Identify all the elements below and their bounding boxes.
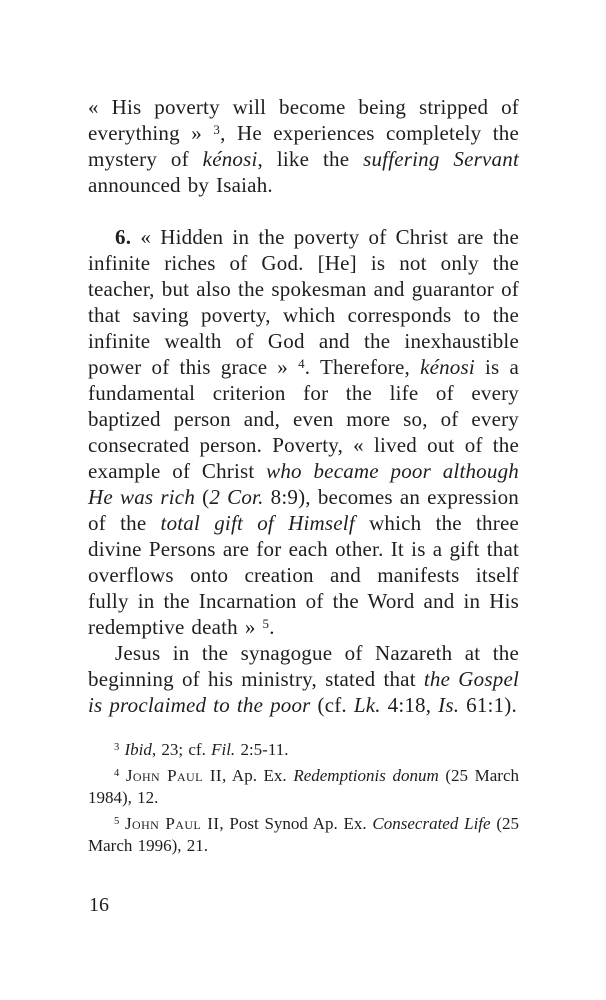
text-run: John Paul II: [125, 814, 220, 833]
text-run: is a fundamental criterion for the life of every baptized person and, even more so, of every consecrated person. Poverty, « lived out of the example of Christ: [88, 355, 520, 483]
text-run: Jesus in the synagogue of Nazareth at the beginning of his ministry, stated that: [88, 641, 519, 691]
text-run: Redemptionis donum: [293, 766, 439, 785]
text-run: « His poverty will become being stripped of everything »: [88, 95, 519, 145]
text-run: , like the: [257, 147, 364, 171]
footnote-reference: 3: [213, 122, 221, 138]
text-run: 2 Cor.: [209, 485, 264, 509]
text-run: (: [195, 485, 210, 509]
text-run: suffering Servant: [363, 147, 519, 171]
text-run: the Gospel is proclaimed to the poor: [88, 667, 519, 717]
text-run: .: [269, 615, 275, 639]
text-run: Consecrated Life: [372, 814, 491, 833]
footnote-reference: 3: [114, 742, 120, 754]
footnote-4: [88, 765, 519, 809]
text-run: [119, 766, 126, 785]
text-run: , Ap. Ex.: [221, 766, 294, 785]
text-run: who became poor although He was rich: [88, 459, 519, 509]
text-run: 8:9), becomes an expression of the: [88, 485, 519, 535]
text-run: (cf.: [310, 693, 354, 717]
text-run: total gift of Himself: [160, 511, 355, 535]
text-run: John Paul II: [125, 766, 222, 785]
footnote-3: [88, 739, 519, 761]
text-run: Is.: [438, 693, 460, 717]
text-run: kénosi: [420, 355, 475, 379]
text-run: Lk.: [353, 693, 381, 717]
footnotes: [88, 739, 519, 857]
text-run: 6.: [115, 225, 132, 249]
text-run: Fil.: [211, 740, 236, 759]
text-run: (25 March 1996), 21.: [88, 814, 519, 855]
text-run: « Hidden in the poverty of Christ are the infinite riches of God. [He] is not only the teacher, but also the spokesman and guarantor of that saving poverty, which corresponds to the infinite wealth of God and the inexhaustible power of this grace »: [88, 225, 519, 379]
footnote-reference: 5: [114, 816, 120, 828]
text-run: . Therefore,: [304, 355, 421, 379]
footnote-5: [88, 813, 519, 857]
text-run: 4:18,: [380, 693, 439, 717]
text-run: Ibid: [124, 740, 152, 759]
text-run: kénosi: [202, 147, 258, 171]
footnote-reference: 4: [114, 768, 120, 780]
text-run: announced by Isaiah.: [88, 173, 273, 197]
text-run: which the three divine Persons are for each other. It is a gift that overflows onto creation and manifests itself fully in the Incarnation of the Word and in His redemptive death »: [88, 511, 519, 639]
text-run: , He experiences completely the mystery of: [88, 121, 520, 171]
text-run: 61:1).: [459, 693, 517, 717]
text-run: , Post Synod Ap. Ex.: [219, 814, 373, 833]
text-run: (25 March 1984), 12.: [88, 766, 520, 807]
page-number: 16: [89, 894, 109, 916]
paragraph-section-6: [88, 224, 519, 640]
footnote-reference: 4: [298, 356, 305, 372]
text-run: , 23; cf.: [151, 740, 212, 759]
text-block: [88, 94, 519, 857]
text-run: 2:5-11.: [235, 740, 289, 759]
paragraph-continuation: [88, 94, 519, 198]
paragraph-nazareth: [88, 640, 519, 718]
footnote-reference: 5: [262, 616, 270, 632]
